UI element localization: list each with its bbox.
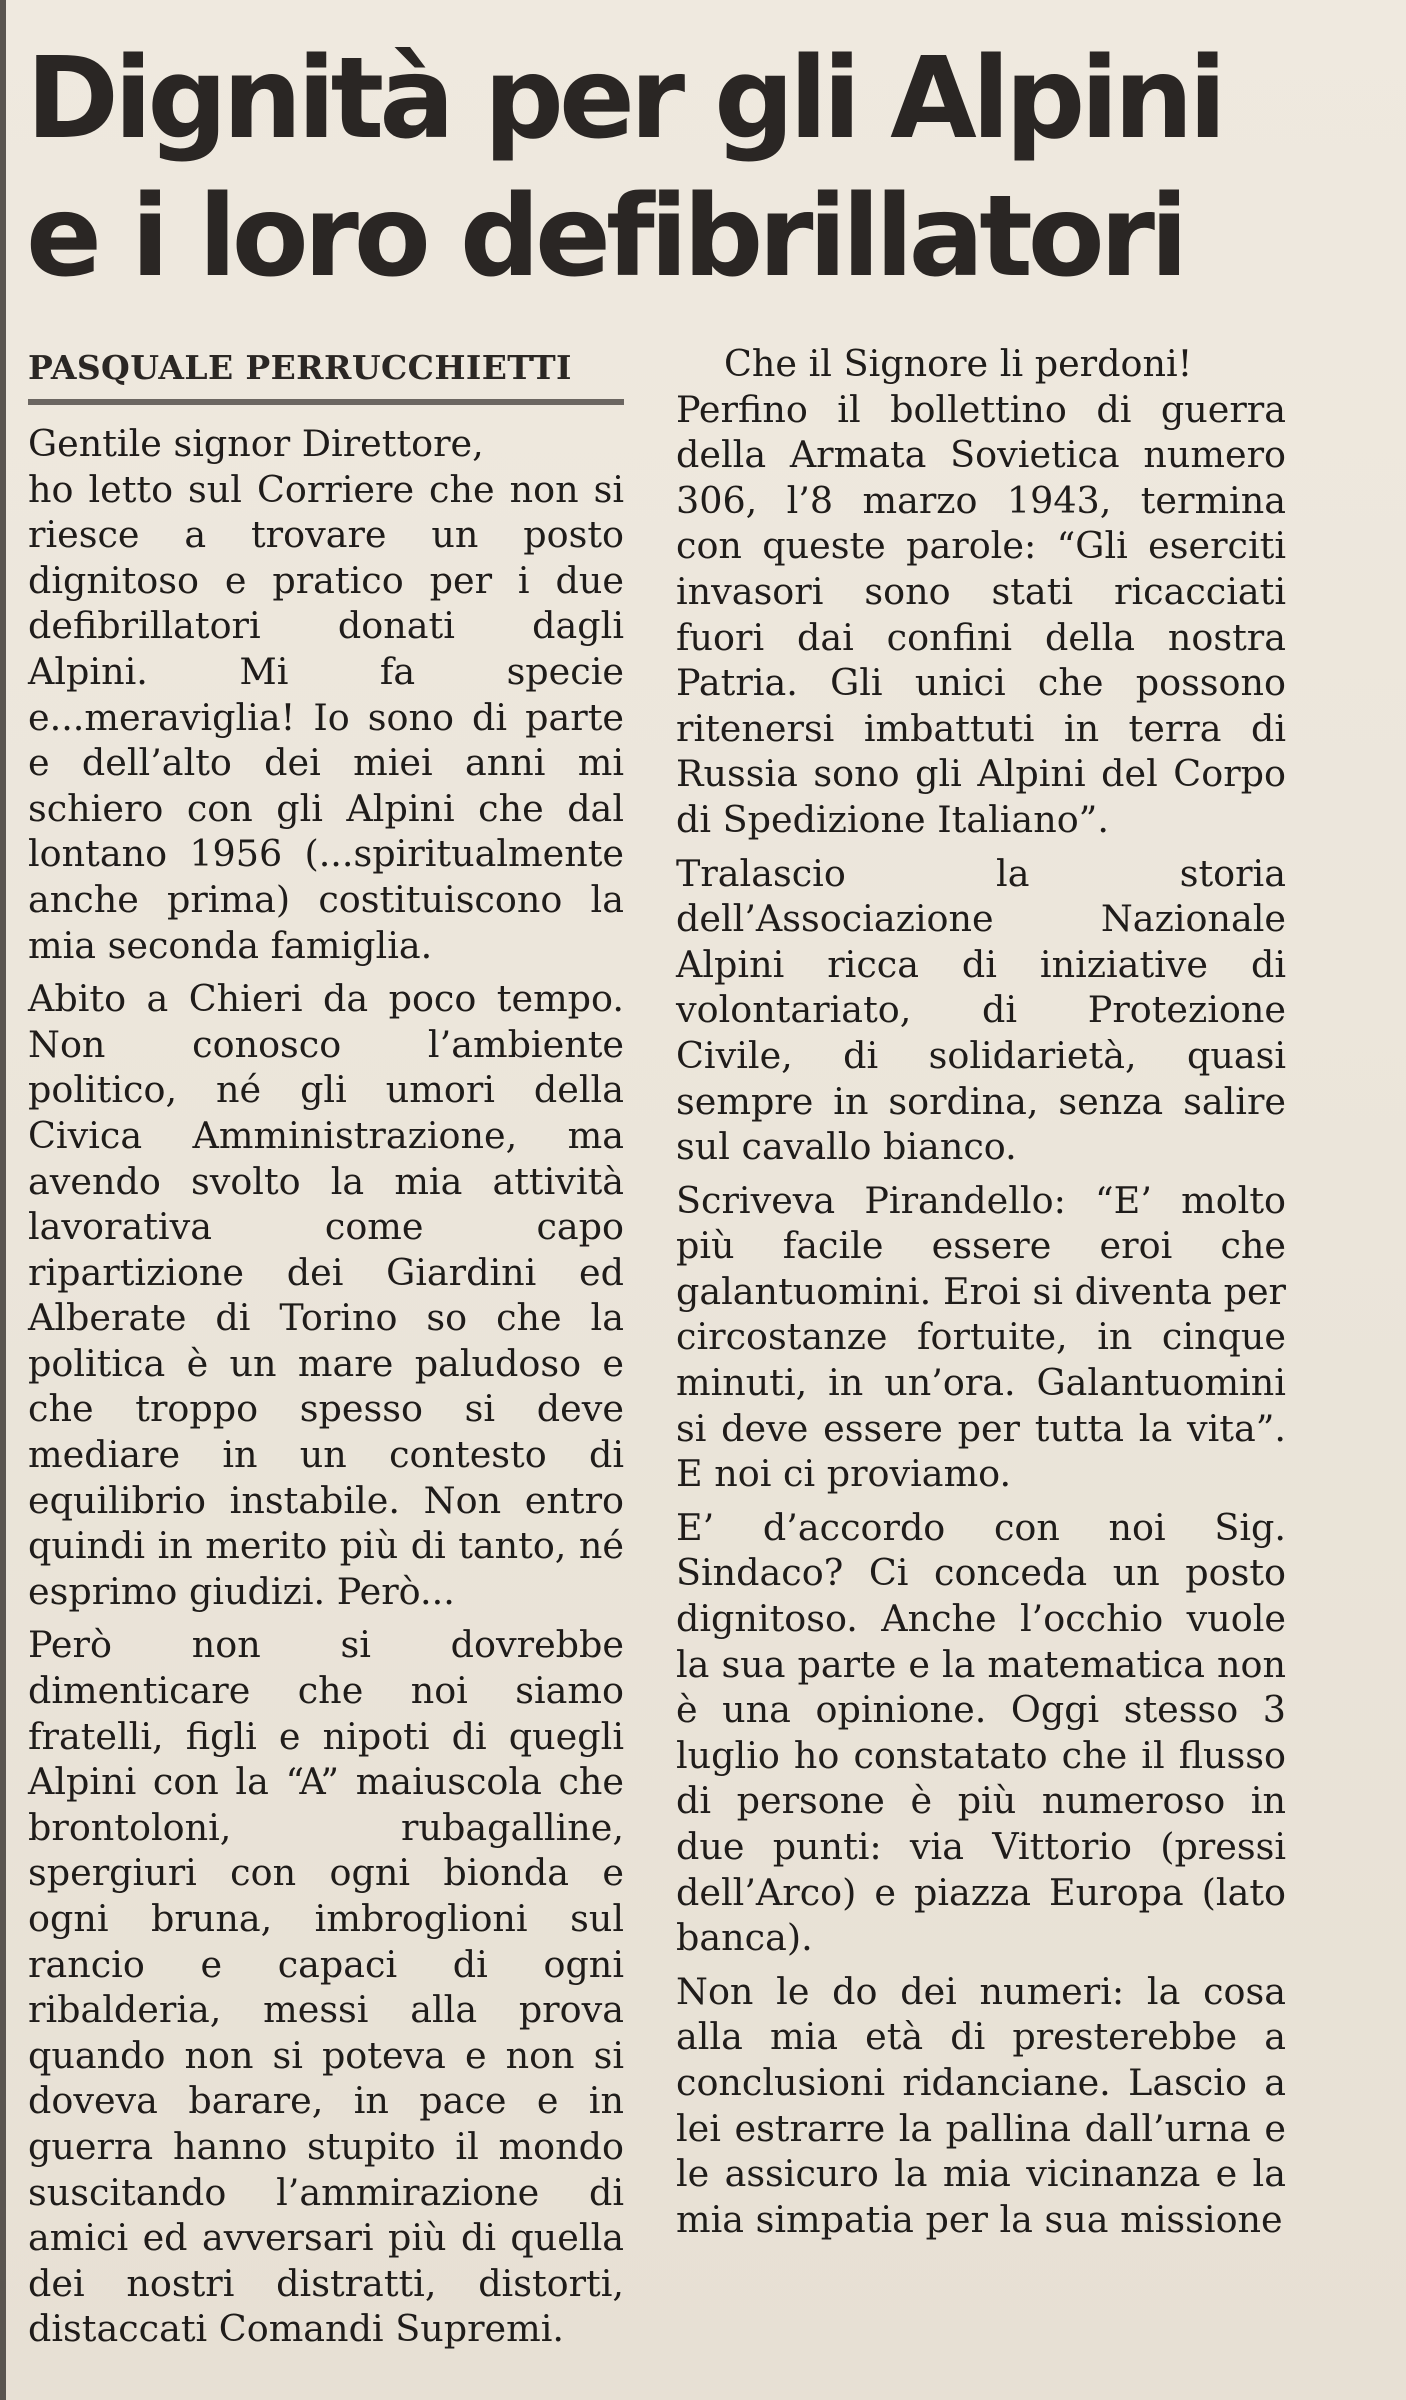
salutation: Gentile signor Direttore, xyxy=(28,422,484,465)
paragraph-right-4: Scriveva Pirandello: “E’ molto più facile essere eroi che galantuomini. Eroi si diventa per circostanze fortuite, in cinque minuti, in un’ora. Galantuomini si deve essere per tutta la vita”. E noi ci proviamo. xyxy=(676,1178,1286,1496)
headline-line-2: e i loro defibrillatori xyxy=(26,172,1184,302)
headline xyxy=(26,30,1386,306)
paragraph-right-6: Non le do dei numeri: la cosa alla mia età di presterebbe a conclusioni ridanciane. Lascio a lei estrarre la pallina dall’urna e le assicuro la mia vicinanza e la mia simpatia per la sua missione xyxy=(676,1969,1286,2241)
byline-rule xyxy=(28,399,624,405)
paragraph-left-3: Però non si dovrebbe dimenticare che noi siamo fratelli, figli e nipoti di quegli Alpini con la “A” maiuscola che brontoloni, rubagalline, spergiuri con ogni bionda e ogni bruna, imbroglioni sul rancio e capaci di ogni ribalderia, messi alla prova quando non si poteva e non si doveva barare, in pace e in guerra hanno stupito il mondo suscitando l’ammirazione di amici ed avversari più di quella dei nostri distratti, distorti, distaccati Comandi Supremi. xyxy=(28,1623,624,2351)
clipping-edge xyxy=(0,0,6,2400)
paragraph-right-3: Tralascio la storia dell’Associazione Nazionale Alpini ricca di iniziative di volontariato, di Protezione Civile, di solidarietà, quasi sempre in sordina, senza salire sul cavallo bianco. xyxy=(676,851,1286,1169)
paragraph-right-2: Perfino il bollettino di guerra della Armata Sovietica numero 306, l’8 marzo 1943, termina con queste parole: “Gli eserciti invasori sono stati ricacciati fuori dai confini della nostra Patria. Gli unici che possono ritenersi imbattuti in terra di Russia sono gli Alpini del Corpo di Spedizione Italiano”. xyxy=(676,387,1286,841)
paragraph-left-1: ho letto sul Corriere che non si riesce a trovare un posto dignitoso e pratico per i due defibrillatori donati dagli Alpini. Mi fa specie e...meraviglia! Io sono di parte e dell’alto dei miei anni mi schiero con gli Alpini che dal lontano 1956 (...spiritualmente anche prima) costituiscono la mia seconda famiglia. xyxy=(28,467,624,967)
byline: PASQUALE PERRUCCHIETTI xyxy=(28,348,572,387)
headline-line-1: Dignità per gli Alpini xyxy=(26,34,1222,164)
paragraph-right-5: E’ d’accordo con noi Sig. Sindaco? Ci conceda un posto dignitoso. Anche l’occhio vuole la sua parte e la matematica non è una opinione. Oggi stesso 3 luglio ho constatato che il flusso di persone è più numeroso in due punti: via Vittorio (pressi dell’Arco) e piazza Europa (lato banca). xyxy=(676,1505,1286,1960)
left-column xyxy=(28,345,624,2352)
paragraph-left-2: Abito a Chieri da poco tempo. Non conosco l’ambiente politico, né gli umori della Civica Amministrazione, ma avendo svolto la mia attività lavorativa come capo ripartizione dei Giardini ed Alberate di Torino so che la politica è un mare paludoso e che troppo spesso si deve mediare in un contesto di equilibrio instabile. Non entro quindi in merito più di tanto, né esprimo giudizi. Però... xyxy=(28,977,624,1613)
right-column xyxy=(676,341,1286,2242)
paragraph-right-1: Che il Signore li perdoni! xyxy=(724,342,1193,385)
